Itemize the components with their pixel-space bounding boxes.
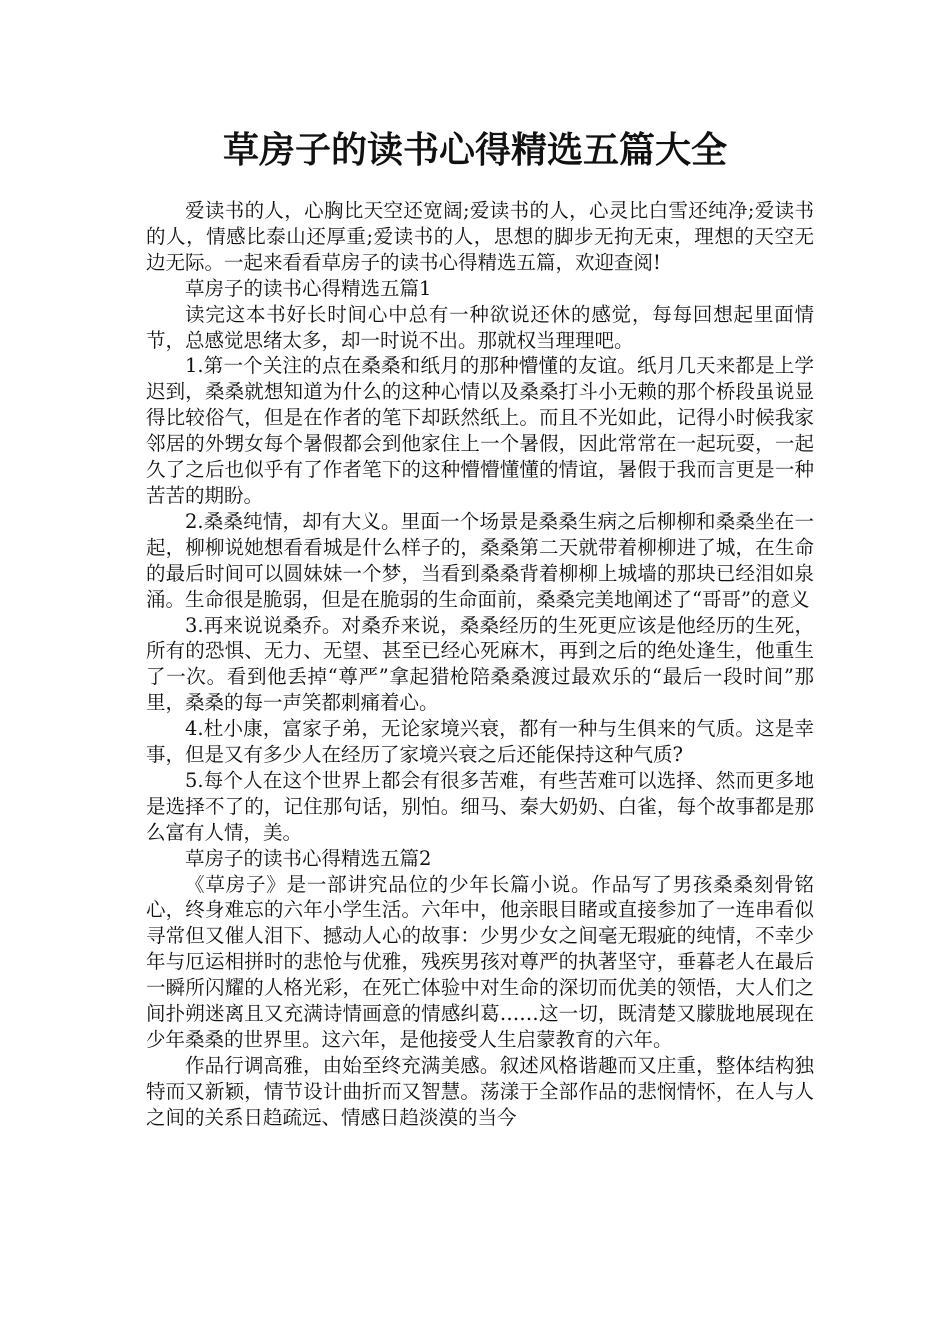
body-paragraph: 《草房子》是一部讲究品位的少年长篇小说。作品写了男孩桑桑刻骨铭心，终身难忘的六年小学生活。六年中，他亲眼目睹或直接参加了一连串看似寻常但又催人泪下、撼动人心的故事：少男少女之间毫无瑕疵的纯情，不幸少年与厄运相拼时的悲怆与优雅，残疾男孩对尊严的执著坚守，垂暮老人在最后一瞬所闪耀的人格光彩，在死亡体验中对生命的深切而优美的领悟，大人们之间扑朔迷离且又充满诗情画意的情感纠葛……这一切，既清楚又朦胧地展现在少年桑桑的世界里。这六年，是他接受人生启蒙教育的六年。 xyxy=(146,872,814,1051)
body-paragraph: 1.第一个关注的点在桑桑和纸月的那种懵懂的友谊。纸月几天来都是上学迟到，桑桑就想知道为什么的这种心情以及桑桑打斗小无赖的那个桥段虽说显得比较俗气，但是在作者的笔下却跃然纸上。而且不光如此，记得小时候我家邻居的外甥女每个暑假都会到他家住上一个暑假，因此常常在一起玩耍，一起久了之后也似乎有了作者笔下的这种懵懵懂懂的情谊，暑假于我而言更是一种苦苦的期盼。 xyxy=(146,354,814,507)
document-body xyxy=(146,198,814,1131)
section-heading-1: 草房子的读书心得精选五篇1 xyxy=(185,276,432,300)
body-paragraph: 2.桑桑纯情，却有大义。里面一个场景是桑桑生病之后柳柳和桑桑坐在一起，柳柳说她想看看城是什么样子的，桑桑第二天就带着柳柳进了城，在生命的最后时间可以圆妹妹一个梦，当看到桑桑背着柳柳上城墙的那块已经泪如泉涌。生命很是脆弱，但是在脆弱的生命面前，桑桑完美地阐述了“哥哥”的意义 xyxy=(146,509,814,611)
intro-paragraph: 爱读书的人，心胸比天空还宽阔;爱读书的人，心灵比白雪还纯净;爱读书的人，情感比泰山还厚重;爱读书的人，思想的脚步无拘无束，理想的天空无边无际。一起来看看草房子的读书心得精选五篇，欢迎查阅! xyxy=(146,199,814,274)
body-paragraph: 3.再来说说桑乔。对桑乔来说，桑桑经历的生死更应该是他经历的生死，所有的恐惧、无力、无望、甚至已经心死麻木，再到之后的绝处逢生，他重生了一次。看到他丢掉“尊严”拿起猎枪陪桑桑渡过最欢乐的“最后一段时间”那里，桑桑的每一声笑都刺痛着心。 xyxy=(146,613,814,715)
body-paragraph: 5.每个人在这个世界上都会有很多苦难，有些苦难可以选择、然而更多地是选择不了的，记住那句话，别怕。细马、秦大奶奶、白雀，每个故事都是那么富有人情，美。 xyxy=(146,768,814,844)
section-heading-2: 草房子的读书心得精选五篇2 xyxy=(185,846,432,870)
body-paragraph: 作品行调高雅，由始至终充满美感。叙述风格谐趣而又庄重，整体结构独特而又新颖，情节设计曲折而又智慧。荡漾于全部作品的悲悯情怀，在人与人之间的关系日趋疏远、情感日趋淡漠的当今 xyxy=(146,1053,814,1129)
document-title: 草房子的读书心得精选五篇大全 xyxy=(222,130,727,171)
body-paragraph: 读完这本书好长时间心中总有一种欲说还休的感觉，每每回想起里面情节，总感觉思绪太多，却一时说不出。那就权当理理吧。 xyxy=(146,302,814,352)
body-paragraph: 4.杜小康，富家子弟，无论家境兴衰，都有一种与生俱来的气质。这是幸事，但是又有多少人在经历了家境兴衰之后还能保持这种气质? xyxy=(146,717,814,767)
